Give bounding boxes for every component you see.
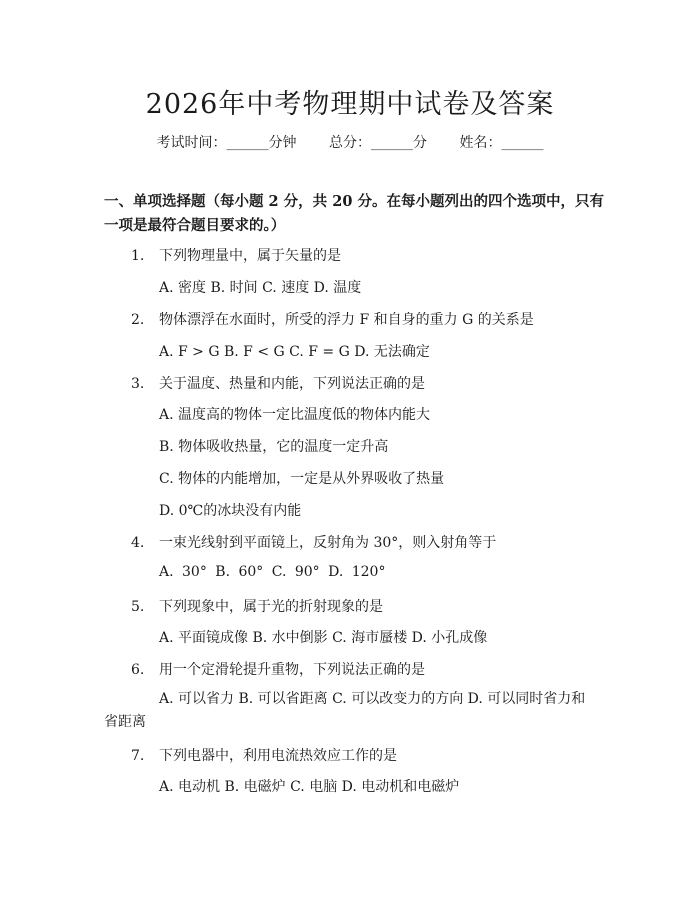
name-field: 姓名：______	[459, 135, 544, 151]
question-number: 1.	[131, 248, 145, 264]
question-3	[131, 373, 425, 393]
question-3-option-a: A. 温度高的物体一定比温度低的物体内能大	[159, 407, 431, 423]
question-1	[131, 245, 341, 265]
question-4	[131, 532, 496, 552]
question-3-option-d: D. 0℃的冰块没有内能	[159, 503, 302, 519]
question-5-options: A. 平面镜成像 B. 水中倒影 C. 海市蜃楼 D. 小孔成像	[159, 630, 488, 646]
question-7-options: A. 电动机 B. 电磁炉 C. 电脑 D. 电动机和电磁炉	[159, 779, 460, 795]
page-title: 2026年中考物理期中试卷及答案	[145, 89, 555, 120]
question-6	[131, 659, 425, 679]
exam-info	[0, 132, 700, 152]
question-3-option-b: B. 物体吸收热量，它的温度一定升高	[159, 439, 389, 455]
question-text: 一束光线射到平面镜上，反射角为 30°，则入射角等于	[159, 535, 497, 551]
question-number: 4.	[131, 535, 145, 551]
question-2-options: A. F > G B. F < G C. F = G D. 无法确定	[159, 344, 430, 360]
question-text: 用一个定滑轮提升重物，下列说法正确的是	[159, 662, 425, 678]
question-text: 下列现象中，属于光的折射现象的是	[159, 599, 383, 615]
question-number: 5.	[131, 599, 145, 615]
section-heading: 一、单项选择题（每小题 2 分，共 20 分。在每小题列出的四个选项中，只有一项是最符合题目要求的。）	[104, 193, 604, 234]
question-number: 3.	[131, 376, 145, 392]
question-text: 下列电器中，利用电流热效应工作的是	[159, 748, 397, 764]
question-6-options: A. 可以省力 B. 可以省距离 C. 可以改变力的方向 D. 可以同时省力和省距离	[104, 691, 586, 730]
question-7	[131, 745, 397, 765]
question-1-options: A. 密度 B. 时间 C. 速度 D. 温度	[159, 280, 362, 296]
exam-time-field: 考试时间：______分钟	[156, 135, 297, 151]
question-text: 下列物理量中，属于矢量的是	[159, 248, 341, 264]
question-text: 物体漂浮在水面时，所受的浮力 F 和自身的重力 G 的关系是	[159, 312, 534, 328]
question-5	[131, 596, 383, 616]
question-2	[131, 309, 534, 329]
question-number: 2.	[131, 312, 145, 328]
question-number: 6.	[131, 662, 145, 678]
question-number: 7.	[131, 748, 145, 764]
question-4-options: A. 30° B. 60° C. 90° D. 120°	[159, 564, 386, 580]
question-text: 关于温度、热量和内能，下列说法正确的是	[159, 376, 425, 392]
total-score-field: 总分：______分	[329, 135, 427, 151]
question-3-option-c: C. 物体的内能增加，一定是从外界吸收了热量	[159, 471, 445, 487]
